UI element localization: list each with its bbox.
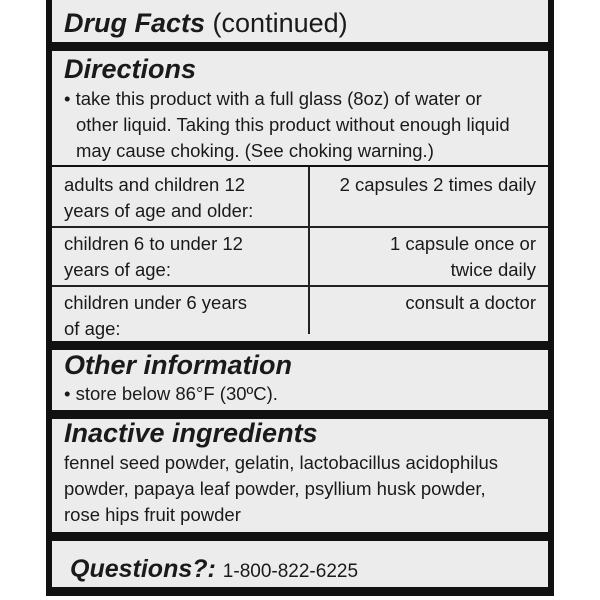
- dose-cell: 2 capsules 2 times daily: [339, 174, 536, 195]
- age-group-cell: children under 6 years of age:: [64, 292, 248, 339]
- other-information-heading: Other information: [64, 350, 292, 380]
- directions-line: may cause choking. (See choking warning.): [76, 140, 434, 161]
- ingredients-line: rose hips fruit powder: [64, 504, 241, 525]
- drug-facts-title: [64, 8, 348, 39]
- section-divider: [52, 532, 548, 541]
- table-row-divider: [52, 226, 548, 228]
- questions-line: [70, 555, 358, 584]
- table-top-rule: [52, 165, 548, 167]
- drug-facts-panel: [46, 0, 554, 596]
- ingredients-line: fennel seed powder, gelatin, lactobacillus acidophilus: [64, 452, 499, 473]
- dose-cell: 1 capsule once or twice daily: [389, 233, 536, 280]
- table-row-divider: [52, 285, 548, 287]
- dose-cell: consult a doctor: [405, 292, 536, 313]
- title-continued: (continued): [212, 8, 348, 38]
- ingredients-line: powder, papaya leaf powder, psyllium husk powder,: [64, 478, 486, 499]
- phone-number[interactable]: 1-800-822-6225: [222, 561, 359, 582]
- storage-info: • store below 86°F (30ºC).: [64, 383, 278, 404]
- section-divider: [52, 341, 548, 350]
- directions-line: • take this product with a full glass (8oz) of water or: [64, 88, 482, 109]
- questions-label: Questions?:: [70, 555, 216, 583]
- section-divider: [52, 42, 548, 51]
- title-bold: Drug Facts: [64, 8, 206, 38]
- age-group-cell: adults and children 12 years of age and older:: [64, 174, 254, 221]
- age-group-cell: children 6 to under 12 years of age:: [64, 233, 243, 280]
- directions-line: other liquid. Taking this product without enough liquid: [76, 114, 510, 135]
- inactive-ingredients-heading: Inactive ingredients: [64, 418, 318, 448]
- table-column-divider: [308, 167, 310, 334]
- panel-bottom-border: [52, 587, 548, 596]
- directions-heading: Directions: [64, 54, 197, 84]
